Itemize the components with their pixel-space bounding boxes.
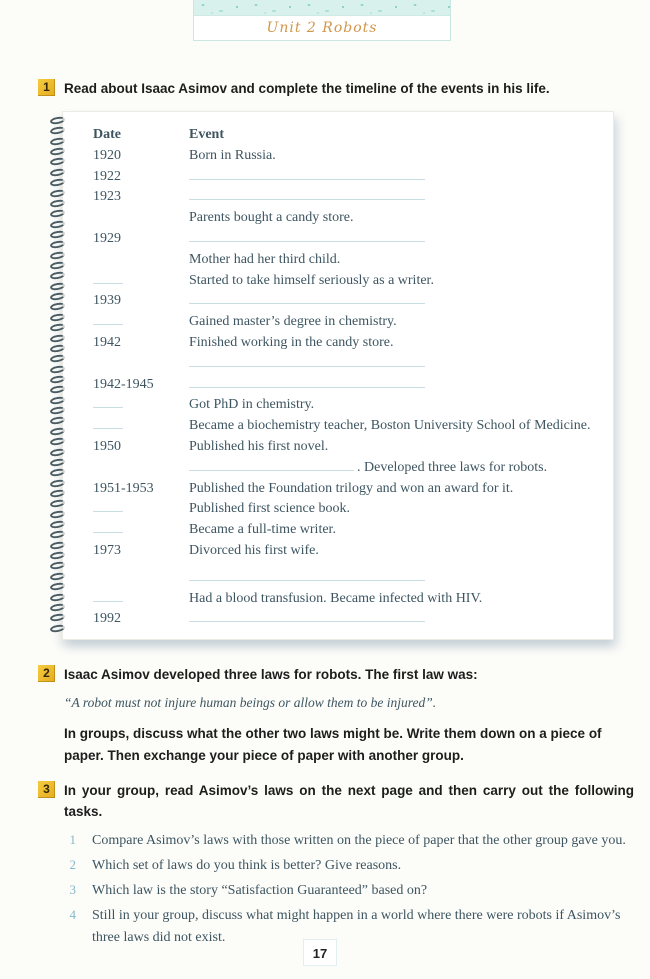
- spiral-coil-icon: [50, 478, 66, 487]
- timeline-row: [93, 541, 605, 562]
- list-item-number: 3: [69, 882, 76, 898]
- timeline-row: [93, 208, 605, 229]
- timeline-row: [93, 229, 605, 250]
- spiral-coil-icon: [50, 157, 66, 166]
- timeline-row: [93, 499, 605, 520]
- spiral-coil-icon: [50, 540, 66, 549]
- event-fill-in-blank: [189, 568, 425, 581]
- spiral-coil-icon: [50, 530, 66, 539]
- list-item-number: 1: [69, 831, 76, 847]
- spiral-coil-icon: [50, 271, 66, 280]
- task-list-item: [64, 905, 634, 948]
- task-1-section: [38, 78, 630, 99]
- spiral-coil-icon: [50, 313, 66, 322]
- task-1-number-badge: 1: [38, 79, 55, 96]
- spiral-coil-icon: [50, 603, 66, 612]
- list-item-text: Still in your group, discuss what might happen in a world where there were robots if Asimov’s three laws did not exist.: [92, 908, 621, 945]
- spiral-coil-icon: [50, 427, 66, 436]
- timeline-event-cell: Got PhD in chemistry.: [189, 397, 315, 413]
- event-column-header: Event: [189, 127, 224, 142]
- spiral-coil-icon: [50, 250, 66, 259]
- spiral-coil-icon: [50, 499, 66, 508]
- spiral-coil-icon: [50, 520, 66, 529]
- spiral-coil-icon: [50, 333, 66, 342]
- timeline-event-cell: [189, 354, 605, 375]
- timeline-row: [93, 589, 605, 610]
- spiral-coil-icon: [50, 406, 66, 415]
- timeline-date-cell: 1951-1953: [93, 480, 154, 496]
- task-1-title: Read about Isaac Asimov and complete the timeline of the events in his life.: [64, 81, 550, 96]
- spiral-coil-icon: [50, 323, 66, 332]
- timeline-date-cell: [93, 416, 189, 437]
- spiral-coil-icon: [50, 385, 66, 394]
- spiral-coil-icon: [50, 292, 66, 301]
- timeline-event-cell: Gained master’s degree in chemistry.: [189, 314, 397, 330]
- timeline-row: [93, 437, 605, 458]
- timeline-row: [93, 609, 605, 630]
- spiral-coil-icon: [50, 168, 66, 177]
- spiral-coil-icon: [50, 261, 66, 270]
- timeline-event-cell: Started to take himself seriously as a writer.: [189, 272, 434, 288]
- timeline-row: [93, 312, 605, 333]
- spiral-coil-icon: [50, 592, 66, 601]
- spiral-coil-icon: [50, 219, 66, 228]
- timeline-notebook-card: [62, 111, 614, 640]
- task-3-section: [38, 780, 634, 952]
- unit-title: Unit 2 Robots: [266, 20, 378, 36]
- timeline-date-cell: 1929: [93, 230, 121, 246]
- unit-header-band: [194, 0, 450, 16]
- date-fill-in-blank: [93, 271, 123, 284]
- spiral-coil-icon: [50, 613, 66, 622]
- event-fill-in-blank: [189, 458, 354, 471]
- event-fill-in-blank: [189, 354, 425, 367]
- timeline-row: [93, 520, 605, 541]
- timeline-event-cell: Became a full-time writer.: [189, 522, 336, 538]
- timeline-date-cell: 1992: [93, 611, 121, 627]
- timeline-event-cell: Born in Russia.: [189, 147, 276, 163]
- task-list-item: [64, 855, 634, 877]
- timeline-date-cell: 1942-1945: [93, 376, 154, 392]
- timeline-row: [93, 271, 605, 292]
- timeline-event-cell: [189, 167, 605, 188]
- timeline-date-cell: [93, 395, 189, 416]
- date-fill-in-blank: [93, 589, 123, 602]
- spiral-coil-icon: [50, 572, 66, 581]
- event-fill-in-blank: [189, 375, 425, 388]
- spiral-coil-icon: [50, 147, 66, 156]
- timeline-date-cell: 1939: [93, 293, 121, 309]
- spiral-coil-icon: [50, 509, 66, 518]
- timeline-row: [93, 458, 605, 479]
- timeline-row: [93, 187, 605, 208]
- spiral-coil-icon: [50, 209, 66, 218]
- spiral-coil-icon: [50, 116, 66, 125]
- unit-header-tab: [193, 0, 451, 41]
- spiral-binding: [50, 117, 74, 632]
- timeline-table: [93, 125, 605, 630]
- spiral-coil-icon: [50, 178, 66, 187]
- date-fill-in-blank: [93, 312, 123, 325]
- task-list-item: [64, 830, 634, 852]
- task-list-item: [64, 880, 634, 902]
- timeline-row: [93, 167, 605, 188]
- timeline-date-cell: 1922: [93, 168, 121, 184]
- event-fill-in-blank: [189, 609, 425, 622]
- spiral-coil-icon: [50, 447, 66, 456]
- spiral-coil-icon: [50, 458, 66, 467]
- spiral-coil-icon: [50, 188, 66, 197]
- spiral-coil-icon: [50, 437, 66, 446]
- timeline-date-cell: 1920: [93, 147, 121, 163]
- timeline-date-cell: 1923: [93, 189, 121, 205]
- timeline-rows: [93, 146, 605, 630]
- timeline-date-cell: 1950: [93, 438, 121, 454]
- timeline-row: [93, 250, 605, 271]
- timeline-row: [93, 479, 605, 500]
- date-fill-in-blank: [93, 520, 123, 533]
- timeline-event-cell: [189, 229, 605, 250]
- task-2-section: [38, 664, 632, 767]
- spiral-coil-icon: [50, 354, 66, 363]
- timeline-date-cell: [93, 271, 189, 292]
- timeline-event-cell: . Developed three laws for robots.: [189, 458, 605, 479]
- timeline-header-row: [93, 125, 605, 146]
- spiral-coil-icon: [50, 364, 66, 373]
- date-fill-in-blank: [93, 416, 123, 429]
- event-fill-in-blank: [189, 229, 425, 242]
- timeline-event-cell: [189, 187, 605, 208]
- spiral-coil-icon: [50, 375, 66, 384]
- list-item-number: 4: [69, 907, 76, 923]
- timeline-date-cell: 1942: [93, 334, 121, 350]
- spiral-coil-icon: [50, 126, 66, 135]
- spiral-coil-icon: [50, 199, 66, 208]
- timeline-row: [93, 375, 605, 396]
- timeline-event-cell: Divorced his first wife.: [189, 542, 319, 558]
- spiral-coil-icon: [50, 551, 66, 560]
- spiral-coil-icon: [50, 240, 66, 249]
- timeline-date-cell: [93, 520, 189, 541]
- timeline-row: [93, 395, 605, 416]
- task3-list: [64, 830, 634, 949]
- date-fill-in-blank: [93, 395, 123, 408]
- timeline-event-cell: Published first science book.: [189, 501, 350, 517]
- timeline-event-cell: [189, 609, 605, 630]
- spiral-coil-icon: [50, 136, 66, 145]
- timeline-event-cell: Finished working in the candy store.: [189, 334, 394, 350]
- timeline-row: [93, 291, 605, 312]
- spiral-coil-icon: [50, 468, 66, 477]
- timeline-event-cell: Had a blood transfusion. Became infected with HIV.: [189, 590, 483, 606]
- spiral-coil-icon: [50, 489, 66, 498]
- first-law-quote: “A robot must not injure human beings or allow them to be injured”.: [64, 695, 437, 711]
- timeline-date-cell: [93, 589, 189, 610]
- timeline-event-cell: [189, 568, 605, 589]
- spiral-coil-icon: [50, 302, 66, 311]
- timeline-row: [93, 333, 605, 354]
- list-item-text: Compare Asimov’s laws with those written on the piece of paper that the other group gave you.: [92, 832, 626, 848]
- timeline-event-cell: Published the Foundation trilogy and won an award for it.: [189, 480, 514, 496]
- task-3-number-badge: 3: [38, 781, 55, 798]
- task-2-title: Isaac Asimov developed three laws for robots. The first law was:: [64, 667, 478, 682]
- task-3-title: In your group, read Asimov’s laws on the next page and then carry out the following tasks.: [64, 783, 634, 820]
- timeline-row: [93, 568, 605, 589]
- date-column-header: Date: [93, 127, 121, 142]
- timeline-event-cell: Published his first novel.: [189, 438, 329, 454]
- timeline-date-cell: [93, 312, 189, 333]
- timeline-event-cell: [189, 291, 605, 312]
- spiral-coil-icon: [50, 623, 66, 632]
- task-2-number-badge: 2: [38, 665, 55, 682]
- spiral-coil-icon: [50, 344, 66, 353]
- timeline-date-cell: [93, 499, 189, 520]
- spiral-coil-icon: [50, 561, 66, 570]
- spiral-coil-icon: [50, 282, 66, 291]
- timeline-date-cell: 1973: [93, 542, 121, 558]
- spiral-coil-icon: [50, 582, 66, 591]
- event-fill-in-blank: [189, 167, 425, 180]
- list-item-number: 2: [69, 856, 76, 872]
- timeline-event-cell: Became a biochemistry teacher, Boston University School of Medicine.: [189, 418, 591, 434]
- timeline-event-cell: Parents bought a candy store.: [189, 210, 354, 226]
- page-number: 17: [303, 939, 337, 966]
- list-item-text: Which law is the story “Satisfaction Guaranteed” based on?: [92, 883, 428, 899]
- timeline-row: [93, 354, 605, 375]
- timeline-row: [93, 416, 605, 437]
- timeline-event-cell: [189, 375, 605, 396]
- spiral-coil-icon: [50, 395, 66, 404]
- list-item-text: Which set of laws do you think is better? Give reasons.: [92, 857, 402, 873]
- task-2-instructions: In groups, discuss what the other two laws might be. Write them down on a piece of paper. Then exchange your piece of paper with another group.: [64, 726, 602, 764]
- event-fill-in-blank: [189, 291, 425, 304]
- timeline-event-cell: Mother had her third child.: [189, 251, 341, 267]
- spiral-coil-icon: [50, 416, 66, 425]
- timeline-row: [93, 146, 605, 167]
- spiral-coil-icon: [50, 230, 66, 239]
- date-fill-in-blank: [93, 499, 123, 512]
- event-fill-in-blank: [189, 187, 425, 200]
